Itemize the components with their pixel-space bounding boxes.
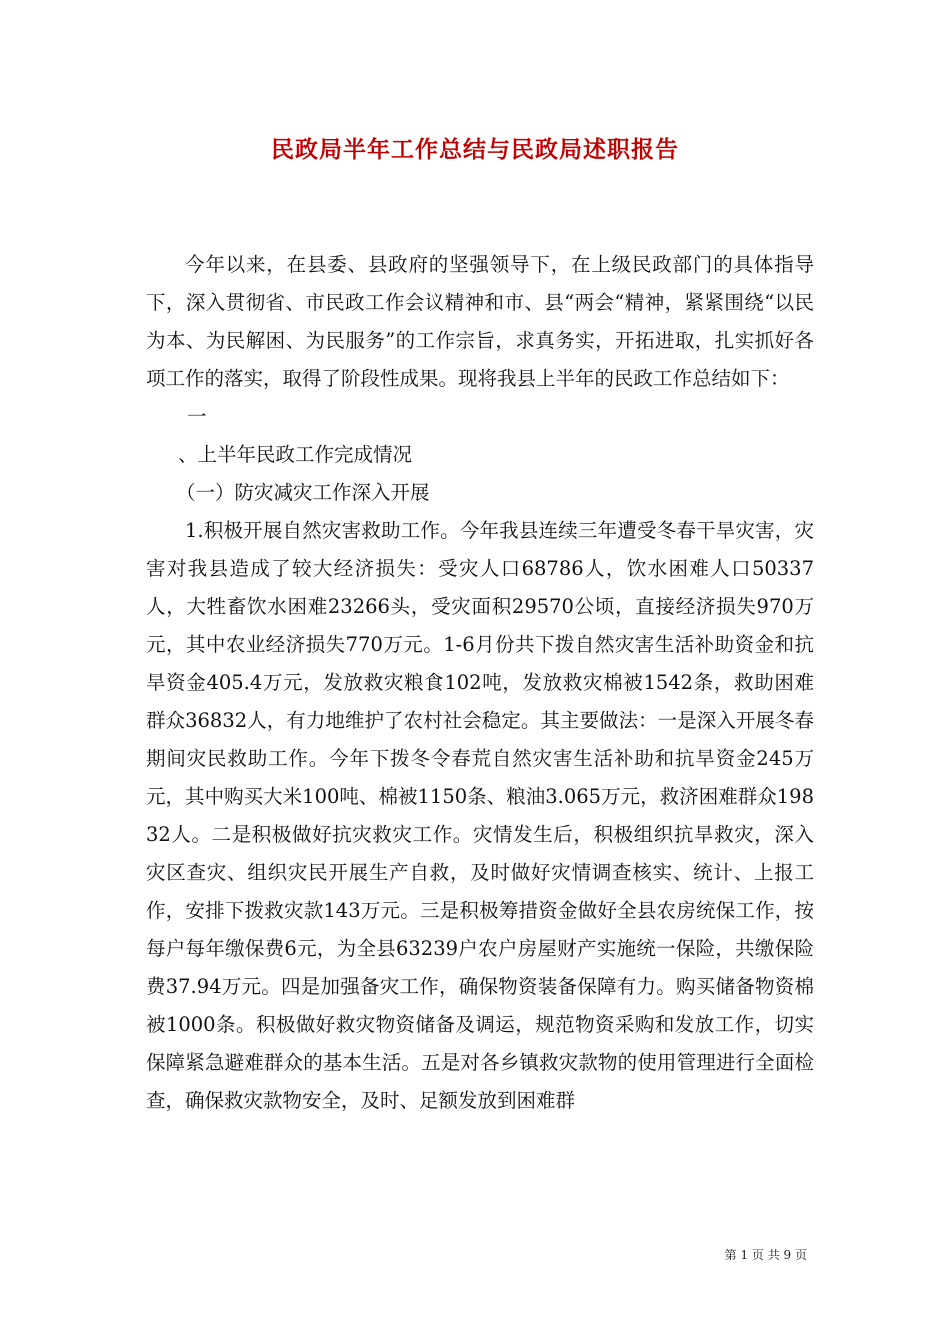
section-heading: 、上半年民政工作完成情况 xyxy=(178,443,413,466)
disaster-relief-paragraph: 1.积极开展自然灾害救助工作。今年我县连续三年遭受冬春干旱灾害，灾害对我县造成了较大经济损失：受灾人口68786人，饮水困难人口50337人，大牲畜饮水困难23266头，受灾面积29570公顷，直接经济损失970万元，其中农业经济损失770万元。1-6月份共下拨自然灾害生活补助资金和抗旱资金405.4万元，发放救灾粮食102吨，发放救灾棉被1542条，救助困难群众36832人，有力地维护了农村社会稳定。其主要做法：一是深入开展冬春期间灾民救助工作。今年下拨冬令春荒自然灾害生活补助和抗旱资金245万元，其中购买大米100吨、棉被1150条、粮油3.065万元，救济困难群众19832人。二是积极做好抗灾救灾工作。灾情发生后，积极组织抗旱救灾，深入灾区查灾、组织灾民开展生产自救，及时做好灾情调查核实、统计、上报工作，安排下拨救灾款143万元。三是积极筹措资金做好全县农房统保工作，按每户每年缴保费6元，为全县63239户农户房屋财产实施统一保险，共缴保险费37.94万元。四是加强备灾工作，确保物资装备保障有力。购买储备物资棉被1000条。积极做好救灾物资储备及调运，规范物资采购和发放工作，切实保障紧急避难群众的基本生活。五是对各乡镇救灾款物的使用管理进行全面检查，确保救灾款物安全，及时、足额发放到困难群 xyxy=(146,519,814,1112)
document-body xyxy=(146,246,814,1120)
subsection-heading: （一）防灾减灾工作深入开展 xyxy=(176,481,430,504)
section-number: 一 xyxy=(187,405,207,428)
intro-paragraph: 今年以来，在县委、县政府的坚强领导下，在上级民政部门的具体指导下，深入贯彻省、市民政工作会议精神和市、县“两会“精神，紧紧围绕“以民为本、为民解困、为民服务”的工作宗旨，求真务实，开拓进取，扎实抓好各项工作的落实，取得了阶段性成果。现将我县上半年的民政工作总结如下： xyxy=(146,253,814,390)
document-title: 民政局半年工作总结与民政局述职报告 xyxy=(271,136,679,163)
page-number: 第 1 页 共 9 页 xyxy=(724,1248,807,1262)
